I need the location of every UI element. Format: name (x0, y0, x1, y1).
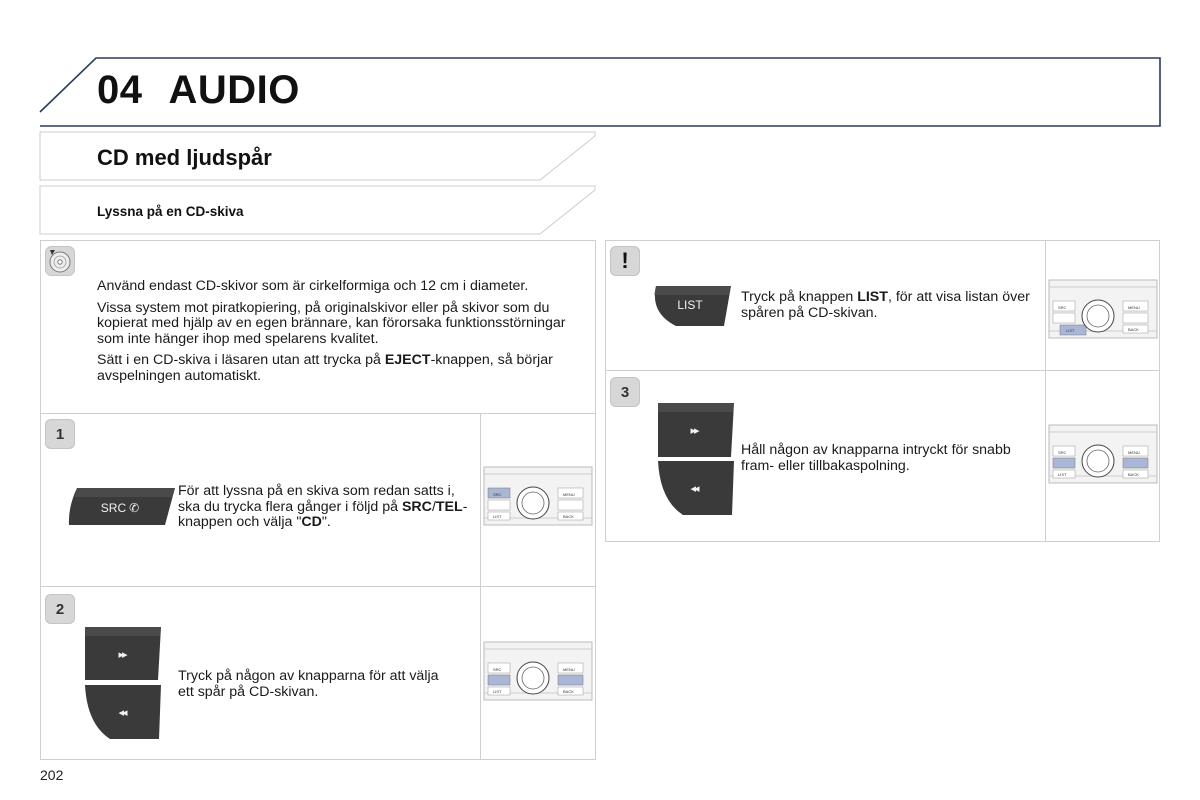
section-subtitle: Lyssna på en CD-skiva (97, 204, 244, 219)
info-paragraph: Vissa system mot piratkopiering, på originalskivor eller på skivor som du kopierat med hjälp av en egen brännare, kan förorsaka funktionsstörningar som inte hänger ihop med spelarens kvalitet. (97, 299, 566, 347)
list-button-label: LIST (677, 298, 703, 312)
fast-forward-icon: ▸▸ (118, 648, 126, 661)
step-1-text: För att lyssna på en skiva som redan satts i, ska du trycka flera gånger i följd på SRC/TEL-knappen och välja "CD". (178, 483, 468, 530)
chapter-name: AUDIO (168, 68, 300, 112)
divider (40, 413, 596, 414)
svg-text:SRC: SRC (493, 667, 502, 672)
radio-panel-src-highlight (483, 466, 593, 526)
svg-text:LIST: LIST (1066, 328, 1075, 333)
step-badge-2: 2 (45, 594, 75, 624)
svg-text:LIST: LIST (493, 514, 502, 519)
divider (480, 413, 481, 760)
info-text (97, 279, 592, 390)
fast-forward-icon: ▸▸ (690, 424, 698, 437)
cd-disc-icon (45, 246, 75, 276)
radio-panel-list-highlight (1048, 279, 1158, 339)
phone-icon: ✆ (129, 501, 140, 515)
svg-text:BACK: BACK (1128, 472, 1139, 477)
svg-text:MENU: MENU (1128, 450, 1140, 455)
section-bands (0, 0, 600, 240)
info-paragraph-eject: Sätt i en CD-skiva i läsaren utan att trycka på EJECT-knappen, så börjar avspelningen automatiskt. (97, 352, 553, 384)
rewind-icon: ◂◂ (118, 706, 126, 719)
radio-panel-seek-highlight (483, 641, 593, 701)
svg-text:MENU: MENU (1128, 305, 1140, 310)
divider (605, 370, 1160, 371)
chapter-number: 04 (97, 68, 143, 112)
radio-panel-seek-highlight (1048, 424, 1158, 484)
svg-text:SRC: SRC (493, 492, 502, 497)
svg-text:SRC: SRC (1058, 450, 1067, 455)
svg-text:LIST: LIST (493, 689, 502, 694)
svg-text:BACK: BACK (563, 689, 574, 694)
divider (40, 586, 596, 587)
page-number: 202 (40, 767, 64, 783)
src-button-label: SRC ✆ (100, 501, 140, 515)
warning-icon: ! (610, 246, 640, 276)
step-badge-1: 1 (45, 419, 75, 449)
svg-text:MENU: MENU (563, 492, 575, 497)
svg-text:LIST: LIST (1058, 472, 1067, 477)
svg-text:BACK: BACK (563, 514, 574, 519)
svg-text:MENU: MENU (563, 667, 575, 672)
section-title: CD med ljudspår (97, 145, 272, 170)
rewind-icon: ◂◂ (690, 482, 698, 495)
tip-text: Tryck på knappen LIST, för att visa listan över spåren på CD-skivan. (741, 289, 1030, 321)
divider (1045, 240, 1046, 542)
svg-text:BACK: BACK (1128, 327, 1139, 332)
step-3-text: Håll någon av knapparna intryckt för snabb fram- eller tillbakaspolning. (741, 442, 1011, 474)
step-badge-3: 3 (610, 377, 640, 407)
svg-text:SRC: SRC (1058, 305, 1067, 310)
step-2-text: Tryck på någon av knapparna för att välja ett spår på CD-skivan. (178, 668, 439, 700)
info-paragraph: Använd endast CD-skivor som är cirkelformiga och 12 cm i diameter. (97, 278, 529, 294)
